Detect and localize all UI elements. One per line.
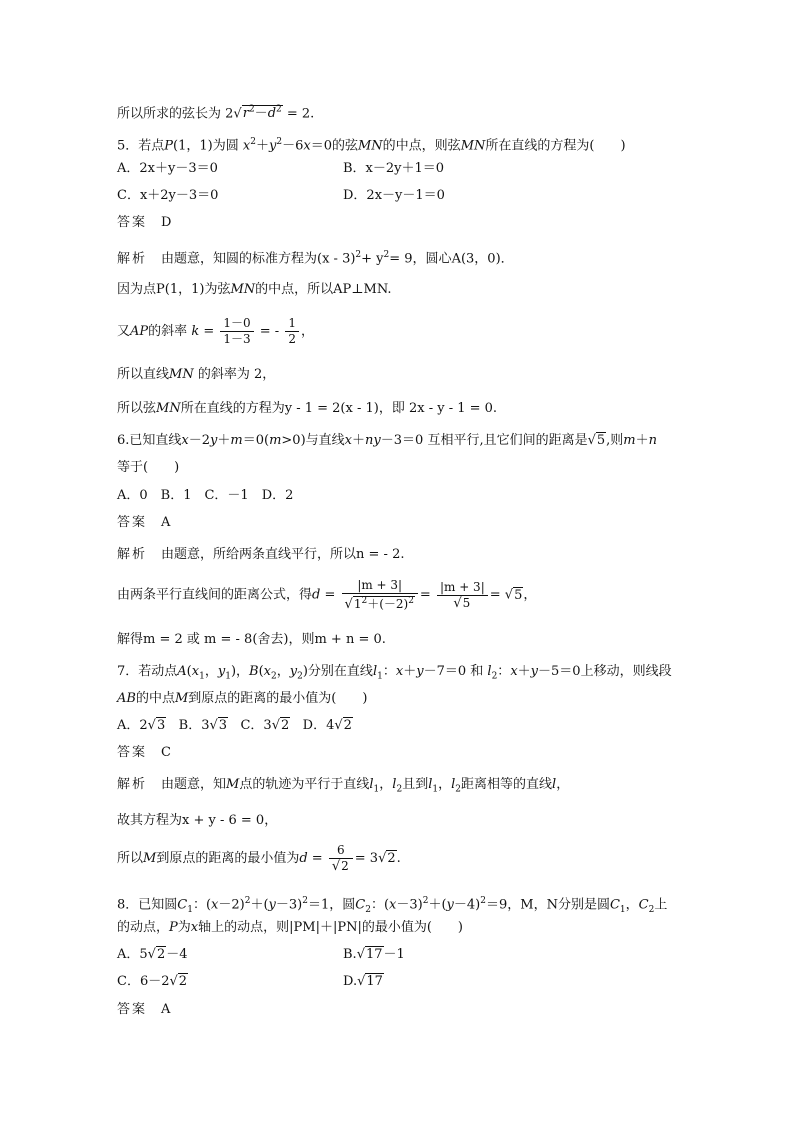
analysis-line: 所以直线MN 的斜率为 2， — [117, 367, 276, 382]
answer-line — [117, 744, 171, 762]
analysis-line: 解析 由题意，知M点的轨迹为平行于直线$l_1$，$l_2$且到$l_1$，$l_2$距离相等的直线l， — [117, 777, 570, 795]
answer-line — [117, 214, 171, 232]
text: 与直线 — [305, 433, 345, 448]
fraction — [342, 578, 418, 612]
text: A．5 — [117, 947, 148, 962]
text: P(1，1)为弦 — [156, 282, 231, 297]
answer-value: D — [161, 215, 172, 230]
denominator: 1－3 — [223, 332, 251, 346]
denominator: √5 — [453, 595, 471, 611]
fraction — [220, 316, 253, 347]
text: 的中点 — [135, 691, 175, 706]
text: ,则 — [606, 433, 624, 448]
denominator: $√1^2+(-2)^2$ — [344, 596, 414, 612]
option-b: B．3 — [178, 718, 210, 733]
text: 所以 — [117, 851, 144, 866]
option-d: D．2x－y－1＝0 — [343, 188, 445, 203]
text: 到原点的距离的最小值为 — [156, 851, 300, 866]
text: 7．若动点 — [117, 664, 178, 679]
text: 轴上的动点，则|PM|＋|PN|的最小值为( ) — [198, 920, 463, 935]
text: 解得 — [117, 632, 144, 647]
answer-label: 答案 — [117, 1002, 148, 1017]
text: 故其方程为 — [117, 813, 183, 828]
text: ，圆 — [329, 897, 356, 913]
question-7-stem-cont: AB的中点M到原点的距离的最小值为( ) — [117, 691, 368, 706]
option-d: D．4 — [302, 718, 335, 733]
text: 5．若点 — [117, 138, 165, 154]
analysis-label: 解析 — [117, 251, 148, 267]
text: = 2. — [286, 106, 315, 122]
text: 互相平行,且它们间的距离是 — [427, 433, 588, 448]
analysis-line: 因为点P(1，1)为弦MN的中点，所以AP⊥MN. — [117, 282, 392, 297]
text: ， — [523, 587, 537, 603]
text: －1 — [383, 947, 405, 962]
question-6-stem: 6.已知直线x－2y＋m＝0(m>0)与直线x＋ny－3＝0 互相平行,且它们间的距离是√5,则m＋n — [117, 433, 658, 448]
analysis-slope-line: 又AP的斜率 k = $\frac{1-0}{1-3}$ = - $\frac{1}{2}$ ， — [117, 316, 314, 346]
answer-value: A — [161, 515, 171, 530]
answer-line — [117, 514, 170, 532]
analysis-line — [117, 546, 405, 564]
text: 所在直线的方程为 — [180, 401, 285, 416]
text: 又 — [117, 324, 131, 339]
text: 所以直线 — [117, 367, 170, 382]
text: 由两条平行直线间的距离公式，得 — [117, 587, 313, 603]
option-a: A．2x＋y－3＝0 — [117, 161, 218, 176]
fraction — [329, 843, 353, 874]
text: 的中点，则弦 — [382, 138, 461, 154]
text: 为圆 — [212, 138, 239, 154]
answer-value: C — [161, 745, 171, 760]
text: 的斜率为 2， — [197, 367, 276, 382]
denominator: 2 — [288, 332, 296, 346]
numerator: 1－0 — [220, 316, 253, 332]
text: A(3，0)． — [451, 251, 514, 267]
text: x + y - 6 = 0， — [182, 813, 278, 828]
question-5-stem: 5．若点P(1，1)为圆 $x^2+y^2-6x=0$的弦MN的中点，则弦MN所在直线的方程为( ) — [117, 137, 626, 154]
text: D. — [343, 974, 358, 989]
text: m + n = 0. — [314, 632, 386, 647]
answer-label: 答案 — [117, 215, 148, 230]
analysis-line — [117, 631, 386, 649]
text: 因为点 — [117, 282, 157, 297]
text: 由题意，知 — [161, 777, 227, 792]
question-7-stem: 7．若动点$A(x_1$，$y_1$)，$B(x_2$，$y_2$)分别在直线$l_1$：x＋y－7＝0 和 $l_2$：x＋y－5＝0上移动，则线段 — [117, 664, 672, 682]
text: 的动点， — [117, 920, 170, 935]
analysis-line: 所以弦MN所在直线的方程为y - 1 = 2(x - 1)，即 2x - y - 1 = 0. — [117, 401, 498, 416]
fraction — [437, 580, 488, 611]
text: = 3 — [354, 851, 379, 866]
text: y - 1 = 2(x - 1)，即 2x - y - 1 = 0. — [284, 401, 498, 416]
question-7-options: A．2√3 B．3√3 C．3√2 D．4√2 — [117, 718, 352, 733]
analysis-line — [117, 812, 277, 830]
text: 上移动，则线段 — [580, 664, 672, 679]
answer-value: A — [161, 1002, 171, 1017]
text: 距离相等的直线 — [461, 777, 553, 792]
text: －4 — [166, 947, 188, 962]
answer-line — [117, 1001, 170, 1019]
question-8-stem-cont: 的动点，P为x轴上的动点，则|PM|＋|PN|的最小值为( ) — [117, 920, 463, 935]
text: 上 — [654, 897, 668, 913]
question-6-stem-cont: 等于( ) — [117, 460, 180, 475]
option-d: D.√17 — [343, 974, 383, 989]
text: AP⊥MN. — [333, 282, 392, 297]
text: 所以弦 — [117, 401, 157, 416]
text: 所以所求的弦长为 — [117, 106, 222, 122]
denominator: √2 — [331, 859, 349, 874]
text: + y — [361, 251, 384, 267]
text: 的弦 — [331, 138, 358, 154]
text: 点的轨迹为平行于直线 — [239, 777, 370, 792]
answer-label: 答案 — [117, 515, 148, 530]
fraction — [285, 316, 299, 347]
text: 为 — [177, 920, 191, 935]
question-6-options: A．0 B．1 C．－1 D．2 — [117, 488, 294, 503]
chord-length-line: 所以所求的弦长为 $2√r^2-d^2 = 2$. — [117, 105, 315, 122]
numerator: |m + 3| — [342, 578, 418, 594]
text: m = 2 或 m = - 8(舍去)，则 — [143, 632, 315, 647]
option-b: B.√17－1 — [343, 947, 405, 962]
text: k = — [191, 324, 215, 339]
text: B. — [343, 947, 357, 962]
text: 分别在直线 — [307, 664, 373, 679]
numerator: |m + 3| — [437, 580, 488, 596]
distance-formula-line: 由两条平行直线间的距离公式，得d = $\frac{|m + 3|}{√1^2+(-2)^2}$ = $\frac{|m + 3|}{√5}$ = √5， — [117, 578, 537, 612]
option-c: C．6－2√2 — [117, 974, 188, 989]
analysis-min-distance-line: 所以M到原点的距离的最小值为d = $\frac{6}{√2}$ = 3√2. — [117, 843, 401, 874]
text: 6.已知直线 — [117, 433, 182, 448]
text: 到原点的距离的最小值为( ) — [188, 691, 368, 706]
text: n = - 2. — [356, 547, 405, 562]
analysis-line: 解析 由题意，知圆的标准方程为$(x - 3)^2+ y^2= 9$，圆心A(3，0)． — [117, 250, 514, 267]
text: C．6－2 — [117, 974, 170, 989]
numerator: 1 — [285, 316, 299, 332]
option-a: A．2 — [117, 718, 148, 733]
numerator: 6 — [329, 843, 353, 859]
option-c: C．x＋2y－3＝0 — [117, 188, 219, 203]
analysis-label: 解析 — [117, 777, 148, 792]
text: ， — [556, 777, 570, 792]
text: = 9，圆心 — [389, 251, 452, 267]
text: 所在直线的方程为( ) — [485, 138, 626, 154]
analysis-label: 解析 — [117, 547, 148, 562]
text: ， — [300, 324, 314, 339]
text: 由题意，知圆的标准方程为(x - 3) — [161, 251, 356, 267]
text: 的中点，所以 — [255, 282, 334, 297]
option-a: A．5√2－4 — [117, 947, 188, 962]
text: ，M，N分别是圆 — [507, 897, 610, 913]
text: 由题意，所给两条直线平行，所以 — [161, 547, 357, 562]
question-8-stem: 8．已知圆$C_1$：$(x-2)^2+(y-3)^2=1$，圆$C_2$：$(x-3)^2+(y-4)^2=9$，M，N分别是圆$C_1$，$C_2$上 — [117, 896, 668, 915]
option-c: C．3 — [240, 718, 272, 733]
text: 的斜率 — [148, 324, 188, 339]
text: 8．已知圆 — [117, 897, 178, 913]
text: 且到 — [402, 777, 429, 792]
text: = - — [259, 324, 280, 339]
answer-label: 答案 — [117, 745, 148, 760]
option-b: B．x－2y＋1＝0 — [343, 161, 445, 176]
